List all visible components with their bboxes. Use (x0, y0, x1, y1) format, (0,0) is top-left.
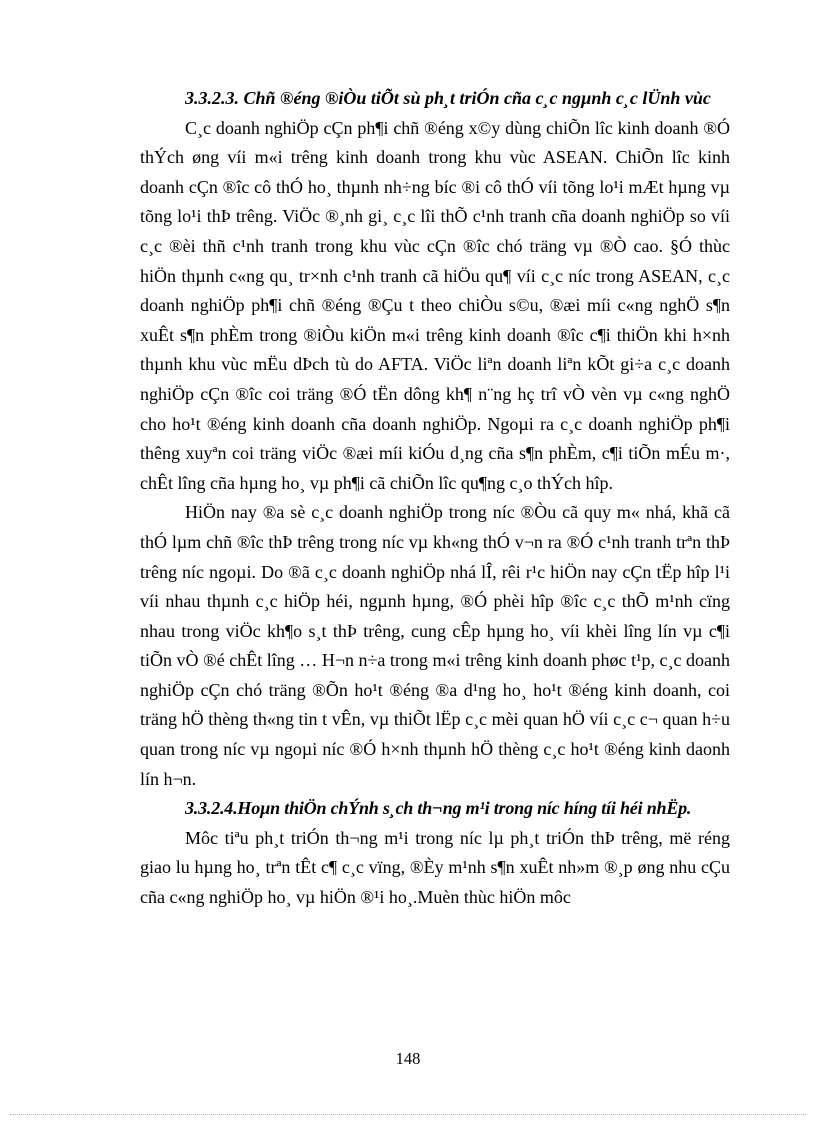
page-number: 148 (395, 1049, 421, 1068)
paragraph-1: C¸c doanh nghiÖp cÇn ph¶i chñ ®éng x©y dùng chiÕn lîc kinh doanh ®Ó thÝch øng víi m«i trêng kinh doanh trong khu vùc ASEAN. ChiÕn lîc kinh doanh cÇn ®îc cô thÓ ho¸ thµnh nh÷ng bíc ®i cô thÓ víi tõng lo¹i mÆt hµng vµ tõng lo¹i thÞ trêng. ViÖc ®¸nh gi¸ c¸c lîi thÕ c¹nh tranh cña doanh nghiÖp so víi c¸c ®èi thñ c¹nh tranh trong khu vùc cÇn ®îc chó träng vµ ®Ò cao. §Ó thùc hiÖn thµnh c«ng qu¸ tr×nh c¹nh tranh cã hiÖu qu¶ víi c¸c níc trong ASEAN, c¸c doanh nghiÖp ph¶i chñ ®éng ®Çu t theo chiÒu s©u, ®æi míi c«ng nghÖ s¶n xuÊt s¶n phÈm trong ®iÒu kiÖn m«i trêng kinh doanh ®îc c¶i thiÖn khi h×nh thµnh khu vùc mËu dÞch tù do AFTA. ViÖc liªn doanh liªn kÕt gi÷a c¸c doanh nghiÖp cÇn ®îc coi träng ®Ó tËn dông kh¶ n¨ng hç trî vÒ vèn vµ c«ng nghÖ cho ho¹t ®éng kinh doanh cña doanh nghiÖp. Ngoµi ra c¸c doanh nghiÖp ph¶i thêng xuyªn coi träng viÖc ®æi míi kiÓu d¸ng cña s¶n phÈm, c¶i tiÕn mÉu m·, chÊt lîng cña hµng ho¸ vµ ph¶i cã chiÕn lîc qu¶ng c¸o thÝch hîp. (140, 117, 730, 493)
paragraph-2: HiÖn nay ®a sè c¸c doanh nghiÖp trong níc ®Òu cã quy m« nhá, khã cã thÓ lµm chñ ®îc thÞ trêng trong níc vµ kh«ng thÓ v¬n ra ®Ó c¹nh tranh trªn thÞ trêng níc ngoµi. Do ®ã c¸c doanh nghiÖp nhá lÎ, rêi r¹c hiÖn nay cÇn tËp hîp l¹i víi nhau thµnh c¸c hiÖp héi, ngµnh hµng, ®Ó phèi hîp ®îc c¸c thÕ m¹nh cïng nhau trong viÖc kh¶o s¸t thÞ trêng, cung cÊp hµng ho¸ víi khèi lîng lín vµ c¶i tiÕn vÒ ®é chÊt lîng … H¬n n÷a trong m«i trêng kinh doanh phøc t¹p, c¸c doanh nghiÖp cÇn chó träng ®Õn ho¹t ®éng ®a d¹ng ho¸ ho¹t ®éng kinh doanh, coi träng hÖ thèng th«ng tin t vÊn, vµ thiÕt lËp c¸c mèi quan hÖ víi c¸c c¬ quan h÷u quan trong níc vµ ngoµi níc ®Ó h×nh thµnh hÖ thèng c¸c ho¹t ®éng kinh daonh lín h¬n. (140, 502, 730, 789)
page-bottom-dotted-rule (10, 1114, 806, 1115)
page-footer (0, 1048, 816, 1070)
section-heading-3-3-2-4: 3.3.2.4.Hoµn thiÖn chÝnh s¸ch th¬ng m¹i trong níc híng tíi héi nhËp. (185, 798, 692, 819)
paragraph-3: Môc tiªu ph¸t triÓn th¬ng m¹i trong níc lµ ph¸t triÓn thÞ trêng, më réng giao lu hµng ho¸ trªn tÊt c¶ c¸c vïng, ®Èy m¹nh s¶n xuÊt nh»m ®¸p øng nhu cÇu cña c«ng nghiÖp ho¸ vµ hiÖn ®¹i ho¸.Muèn thùc hiÖn môc (140, 827, 730, 908)
document-body (140, 84, 730, 913)
section-heading-3-3-2-3: 3.3.2.3. Chñ ®éng ®iÒu tiÕt sù ph¸t triÓn cña c¸c ngµnh c¸c lÜnh vùc (185, 88, 711, 108)
